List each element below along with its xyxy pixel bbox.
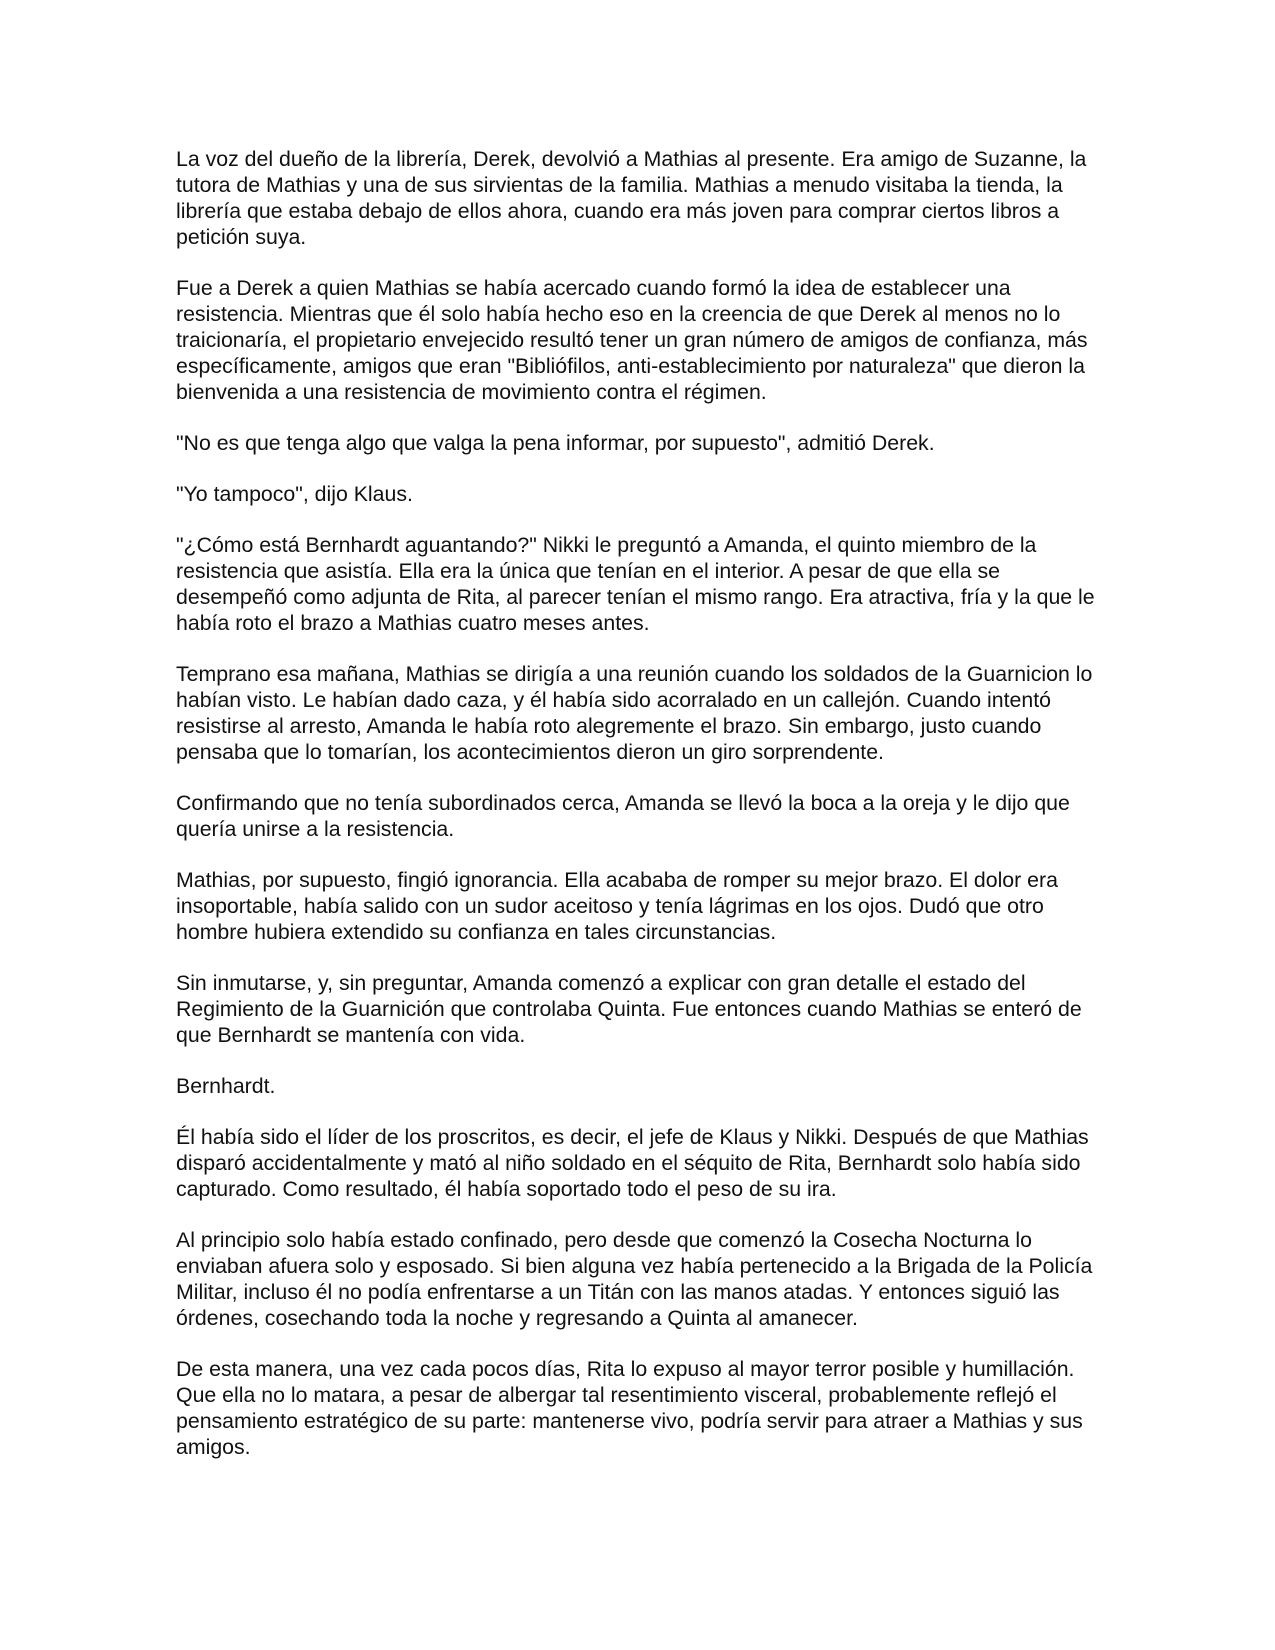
paragraph-3: "No es que tenga algo que valga la pena informar, por supuesto", admitió Derek. [176,431,935,455]
document-body [176,146,1106,1485]
paragraph-6: Temprano esa mañana, Mathias se dirigía a una reunión cuando los soldados de la Guarnicion lo habían visto. Le habían dado caza, y él había sido acorralado en un callejón. Cuando intentó resistirse al arresto, Amanda le había roto alegremente el brazo. Sin embargo, justo cuando pensaba que lo tomarían, los acontecimientos dieron un giro sorprendente. [176,662,1093,764]
paragraph-9: Sin inmutarse, y, sin preguntar, Amanda comenzó a explicar con gran detalle el estado del Regimiento de la Guarnición que controlaba Quinta. Fue entonces cuando Mathias se enteró de que Bernhardt se mantenía con vida. [176,971,1082,1047]
paragraph-2: Fue a Derek a quien Mathias se había acercado cuando formó la idea de establecer una resistencia. Mientras que él solo había hecho eso en la creencia de que Derek al menos no lo traicionaría, el propietario envejecido resultó tener un gran número de amigos de confianza, más específicamente, amigos que eran "Bibliófilos, anti-establecimiento por naturaleza" que dieron la bienvenida a una resistencia de movimiento contra el régimen. [176,276,1088,404]
paragraph-10: Bernhardt. [176,1074,276,1098]
paragraph-8: Mathias, por supuesto, fingió ignorancia. Ella acababa de romper su mejor brazo. El dolor era insoportable, había salido con un sudor aceitoso y tenía lágrimas en los ojos. Dudó que otro hombre hubiera extendido su confianza en tales circunstancias. [176,868,1058,944]
paragraph-11: Él había sido el líder de los proscritos, es decir, el jefe de Klaus y Nikki. Después de que Mathias disparó accidentalmente y mató al niño soldado en el séquito de Rita, Bernhardt solo había sido capturado. Como resultado, él había soportado todo el peso de su ira. [176,1125,1089,1201]
paragraph-13: De esta manera, una vez cada pocos días, Rita lo expuso al mayor terror posible y humillación. Que ella no lo matara, a pesar de albergar tal resentimiento visceral, probablemente reflejó el pensamiento estratégico de su parte: mantenerse vivo, podría servir para atraer a Mathias y sus amigos. [176,1357,1083,1459]
paragraph-5: "¿Cómo está Bernhardt aguantando?" Nikki le preguntó a Amanda, el quinto miembro de la resistencia que asistía. Ella era la única que tenían en el interior. A pesar de que ella se desempeñó como adjunta de Rita, al parecer tenían el mismo rango. Era atractiva, fría y la que le había roto el brazo a Mathias cuatro meses antes. [176,533,1095,635]
paragraph-7: Confirmando que no tenía subordinados cerca, Amanda se llevó la boca a la oreja y le dijo que quería unirse a la resistencia. [176,791,1070,841]
paragraph-1: La voz del dueño de la librería, Derek, devolvió a Mathias al presente. Era amigo de Suzanne, la tutora de Mathias y una de sus sirvientas de la familia. Mathias a menudo visitaba la tienda, la librería que estaba debajo de ellos ahora, cuando era más joven para comprar ciertos libros a petición suya. [176,147,1087,249]
paragraph-12: Al principio solo había estado confinado, pero desde que comenzó la Cosecha Nocturna lo enviaban afuera solo y esposado. Si bien alguna vez había pertenecido a la Brigada de la Policía Militar, incluso él no podía enfrentarse a un Titán con las manos atadas. Y entonces siguió las órdenes, cosechando toda la noche y regresando a Quinta al amanecer. [176,1228,1093,1330]
paragraph-4: "Yo tampoco", dijo Klaus. [176,482,413,506]
